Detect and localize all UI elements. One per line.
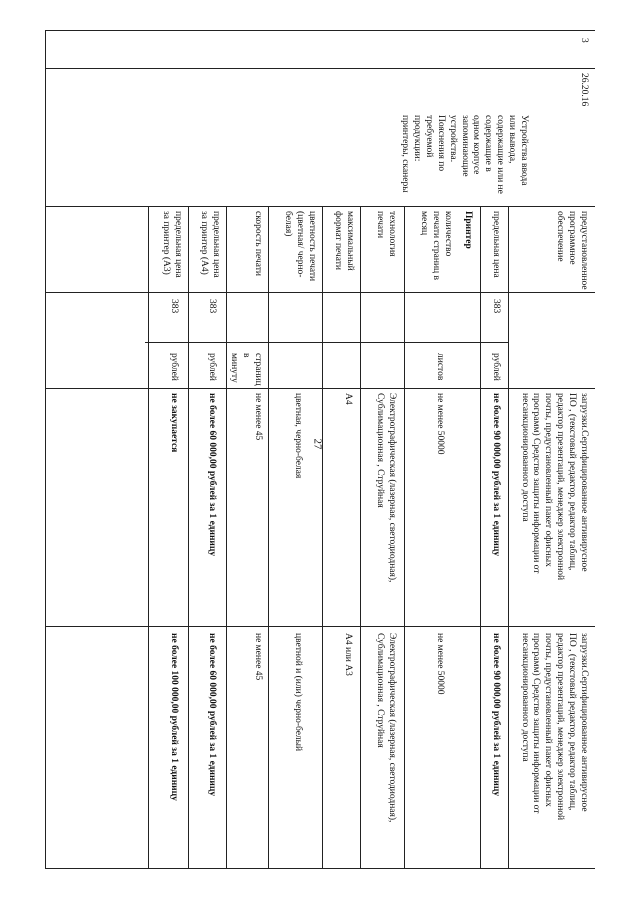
price-a3-value: не закупается xyxy=(169,393,179,453)
grid-line xyxy=(508,206,509,868)
software-value: загрузки.Сертифицированное антивирусное ПО , (текстовый редактор, редактор таблиц, редактор презентаций, менеджер электронной почты, предустановленный пакет офисных программ) Средство защиты информации от несанкционированного доступа xyxy=(519,393,589,581)
product-name: Устройства ввода или вывода, содержащие или не содержащие в одном корпусе запоминающие устройства. Пояснения по требуемой продукции: принтеры, сканеры xyxy=(400,115,529,194)
price-a3-code: 383 xyxy=(169,299,179,314)
grid-line xyxy=(45,388,595,389)
limit-price-unit: рублей xyxy=(491,353,501,381)
format-value: А4 xyxy=(343,393,353,405)
speed-label: скорость печати xyxy=(253,211,263,276)
grid-line xyxy=(45,30,46,868)
software-value-alt: загрузки.Сертифицированное антивирусное ПО , (текстовый редактор, редактор таблиц, редактор презентаций, менеджер электронной почты, предустановленный пакет офисных программ) Средство защиты информации от несанкционированного доступа xyxy=(519,633,589,821)
price-a4-label: предельная цена за принтер (А4) xyxy=(199,211,221,278)
tech-value: Электрографическая (лазерная, светодиодная), Сублимационная , Струйная xyxy=(375,393,397,583)
speed-value: не менее 45 xyxy=(253,393,263,441)
price-a4-unit: рублей xyxy=(207,353,217,381)
format-label: максимальный формат печати xyxy=(333,211,355,271)
price-a4-value-alt: не более 60 000,00 рублей за 1 единицу xyxy=(207,633,217,797)
volume-value-alt: не менее 50000 xyxy=(435,633,445,695)
price-a4-code: 383 xyxy=(207,299,217,314)
grid-line xyxy=(45,868,595,869)
printer-header: Принтер xyxy=(463,211,473,249)
grid-line xyxy=(480,206,481,868)
price-a3-label: предельная цена за принтер (А3) xyxy=(161,211,183,278)
limit-price-value-alt: не более 90 000,00 рублей за 1 единицу xyxy=(491,633,501,797)
grid-line xyxy=(45,68,595,69)
limit-price-value: не более 90 000,00 рублей за 1 единицу xyxy=(491,393,501,557)
grid-line xyxy=(188,206,189,868)
okpd-code: 26.20.16 xyxy=(579,73,589,107)
grid-line xyxy=(45,30,595,31)
software-label: предустановленное программное обеспечение xyxy=(555,211,589,290)
format-value-alt: А4 или А3 xyxy=(343,633,353,676)
limit-price-code: 383 xyxy=(491,299,501,314)
grid-line xyxy=(45,626,595,627)
grid-line xyxy=(45,206,595,207)
grid-line xyxy=(360,206,361,868)
grid-line xyxy=(45,292,595,293)
grid-line xyxy=(268,206,269,868)
volume-unit: листов xyxy=(435,353,445,381)
speed-value-alt: не менее 45 xyxy=(253,633,263,681)
color-label: цветность печати (цветная/ черно-белая) xyxy=(283,211,317,282)
grid-line xyxy=(148,206,149,868)
price-a3-unit: рублей xyxy=(169,353,179,381)
tech-value-alt: Электрографическая (лазерная, светодиодная), Сублимационная , Струйная xyxy=(375,633,397,823)
grid-line xyxy=(404,206,405,868)
grid-line xyxy=(322,206,323,868)
color-value-alt: цветной и (или) черно-белый xyxy=(293,633,303,752)
row-number: 3 xyxy=(579,38,589,43)
specification-table xyxy=(45,30,595,870)
volume-label: количество печати страниц в месяц xyxy=(419,211,453,280)
price-a3-value-alt: не более 100 000,00 рублей за 1 единицу xyxy=(169,633,179,801)
limit-price-label: предельная цена xyxy=(491,211,501,278)
volume-value: не менее 50000 xyxy=(435,393,445,455)
color-value: цветная, черно-белая xyxy=(293,393,303,479)
page-number: 27 xyxy=(311,438,324,450)
tech-label: технология печати xyxy=(375,211,397,257)
grid-line xyxy=(226,206,227,868)
grid-line xyxy=(145,342,509,343)
price-a4-value: не более 60 000,00 рублей за 1 единицу xyxy=(207,393,217,557)
speed-unit: страниц в минуту xyxy=(229,353,263,386)
